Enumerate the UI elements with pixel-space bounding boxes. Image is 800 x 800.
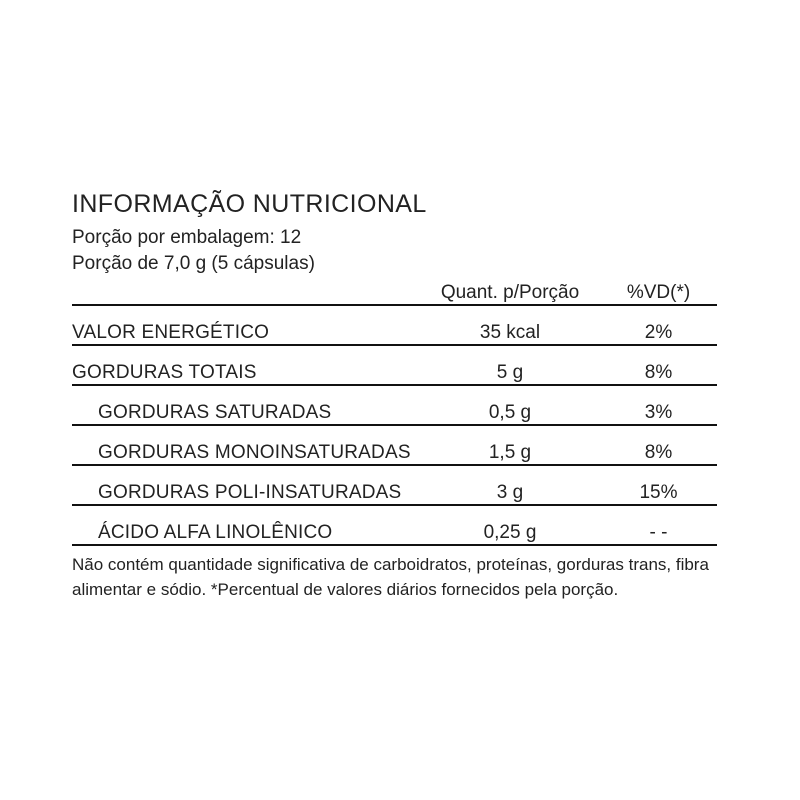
serving-size: Porção de 7,0 g (5 cápsulas) xyxy=(72,252,315,274)
nutrition-table xyxy=(72,282,717,544)
table-row xyxy=(72,505,717,544)
nutrient-dv: 8% xyxy=(600,345,717,385)
nutrient-dv: 15% xyxy=(600,465,717,505)
page-title: INFORMAÇÃO NUTRICIONAL xyxy=(72,190,427,218)
servings-per-package: Porção por embalagem: 12 xyxy=(72,227,302,248)
nutrient-amount: 3 g xyxy=(420,465,600,505)
nutrient-name: VALOR ENERGÉTICO xyxy=(72,305,420,345)
nutrient-dv: 8% xyxy=(600,425,717,465)
nutrient-name: GORDURAS MONOINSATURADAS xyxy=(72,425,420,465)
table-row xyxy=(72,385,717,425)
nutrient-dv: 2% xyxy=(600,305,717,345)
nutrient-amount: 35 kcal xyxy=(420,305,600,345)
nutrient-amount: 1,5 g xyxy=(420,425,600,465)
nutrient-name: GORDURAS TOTAIS xyxy=(72,345,420,385)
table-row xyxy=(72,465,717,505)
table-bottom-divider xyxy=(72,544,717,546)
nutrition-facts-panel xyxy=(72,190,722,603)
column-header-name xyxy=(72,282,420,305)
table-row xyxy=(72,305,717,345)
footnote: Não contém quantidade significativa de carboidratos, proteínas, gorduras trans, fibra alimentar e sódio. *Percentual de valores diários fornecidos pela porção. xyxy=(72,555,709,599)
nutrient-name: GORDURAS POLI-INSATURADAS xyxy=(72,465,420,505)
table-header-row xyxy=(72,282,717,305)
nutrient-dv: - - xyxy=(600,505,717,544)
table-row xyxy=(72,345,717,385)
nutrient-amount: 5 g xyxy=(420,345,600,385)
nutrient-amount: 0,25 g xyxy=(420,505,600,544)
column-header-dv: %VD(*) xyxy=(626,282,691,304)
column-header-amount: Quant. p/Porção xyxy=(440,282,580,304)
nutrient-amount: 0,5 g xyxy=(420,385,600,425)
table-row xyxy=(72,425,717,465)
nutrient-dv: 3% xyxy=(600,385,717,425)
nutrient-name: ÁCIDO ALFA LINOLÊNICO xyxy=(72,505,420,544)
nutrient-name: GORDURAS SATURADAS xyxy=(72,385,420,425)
